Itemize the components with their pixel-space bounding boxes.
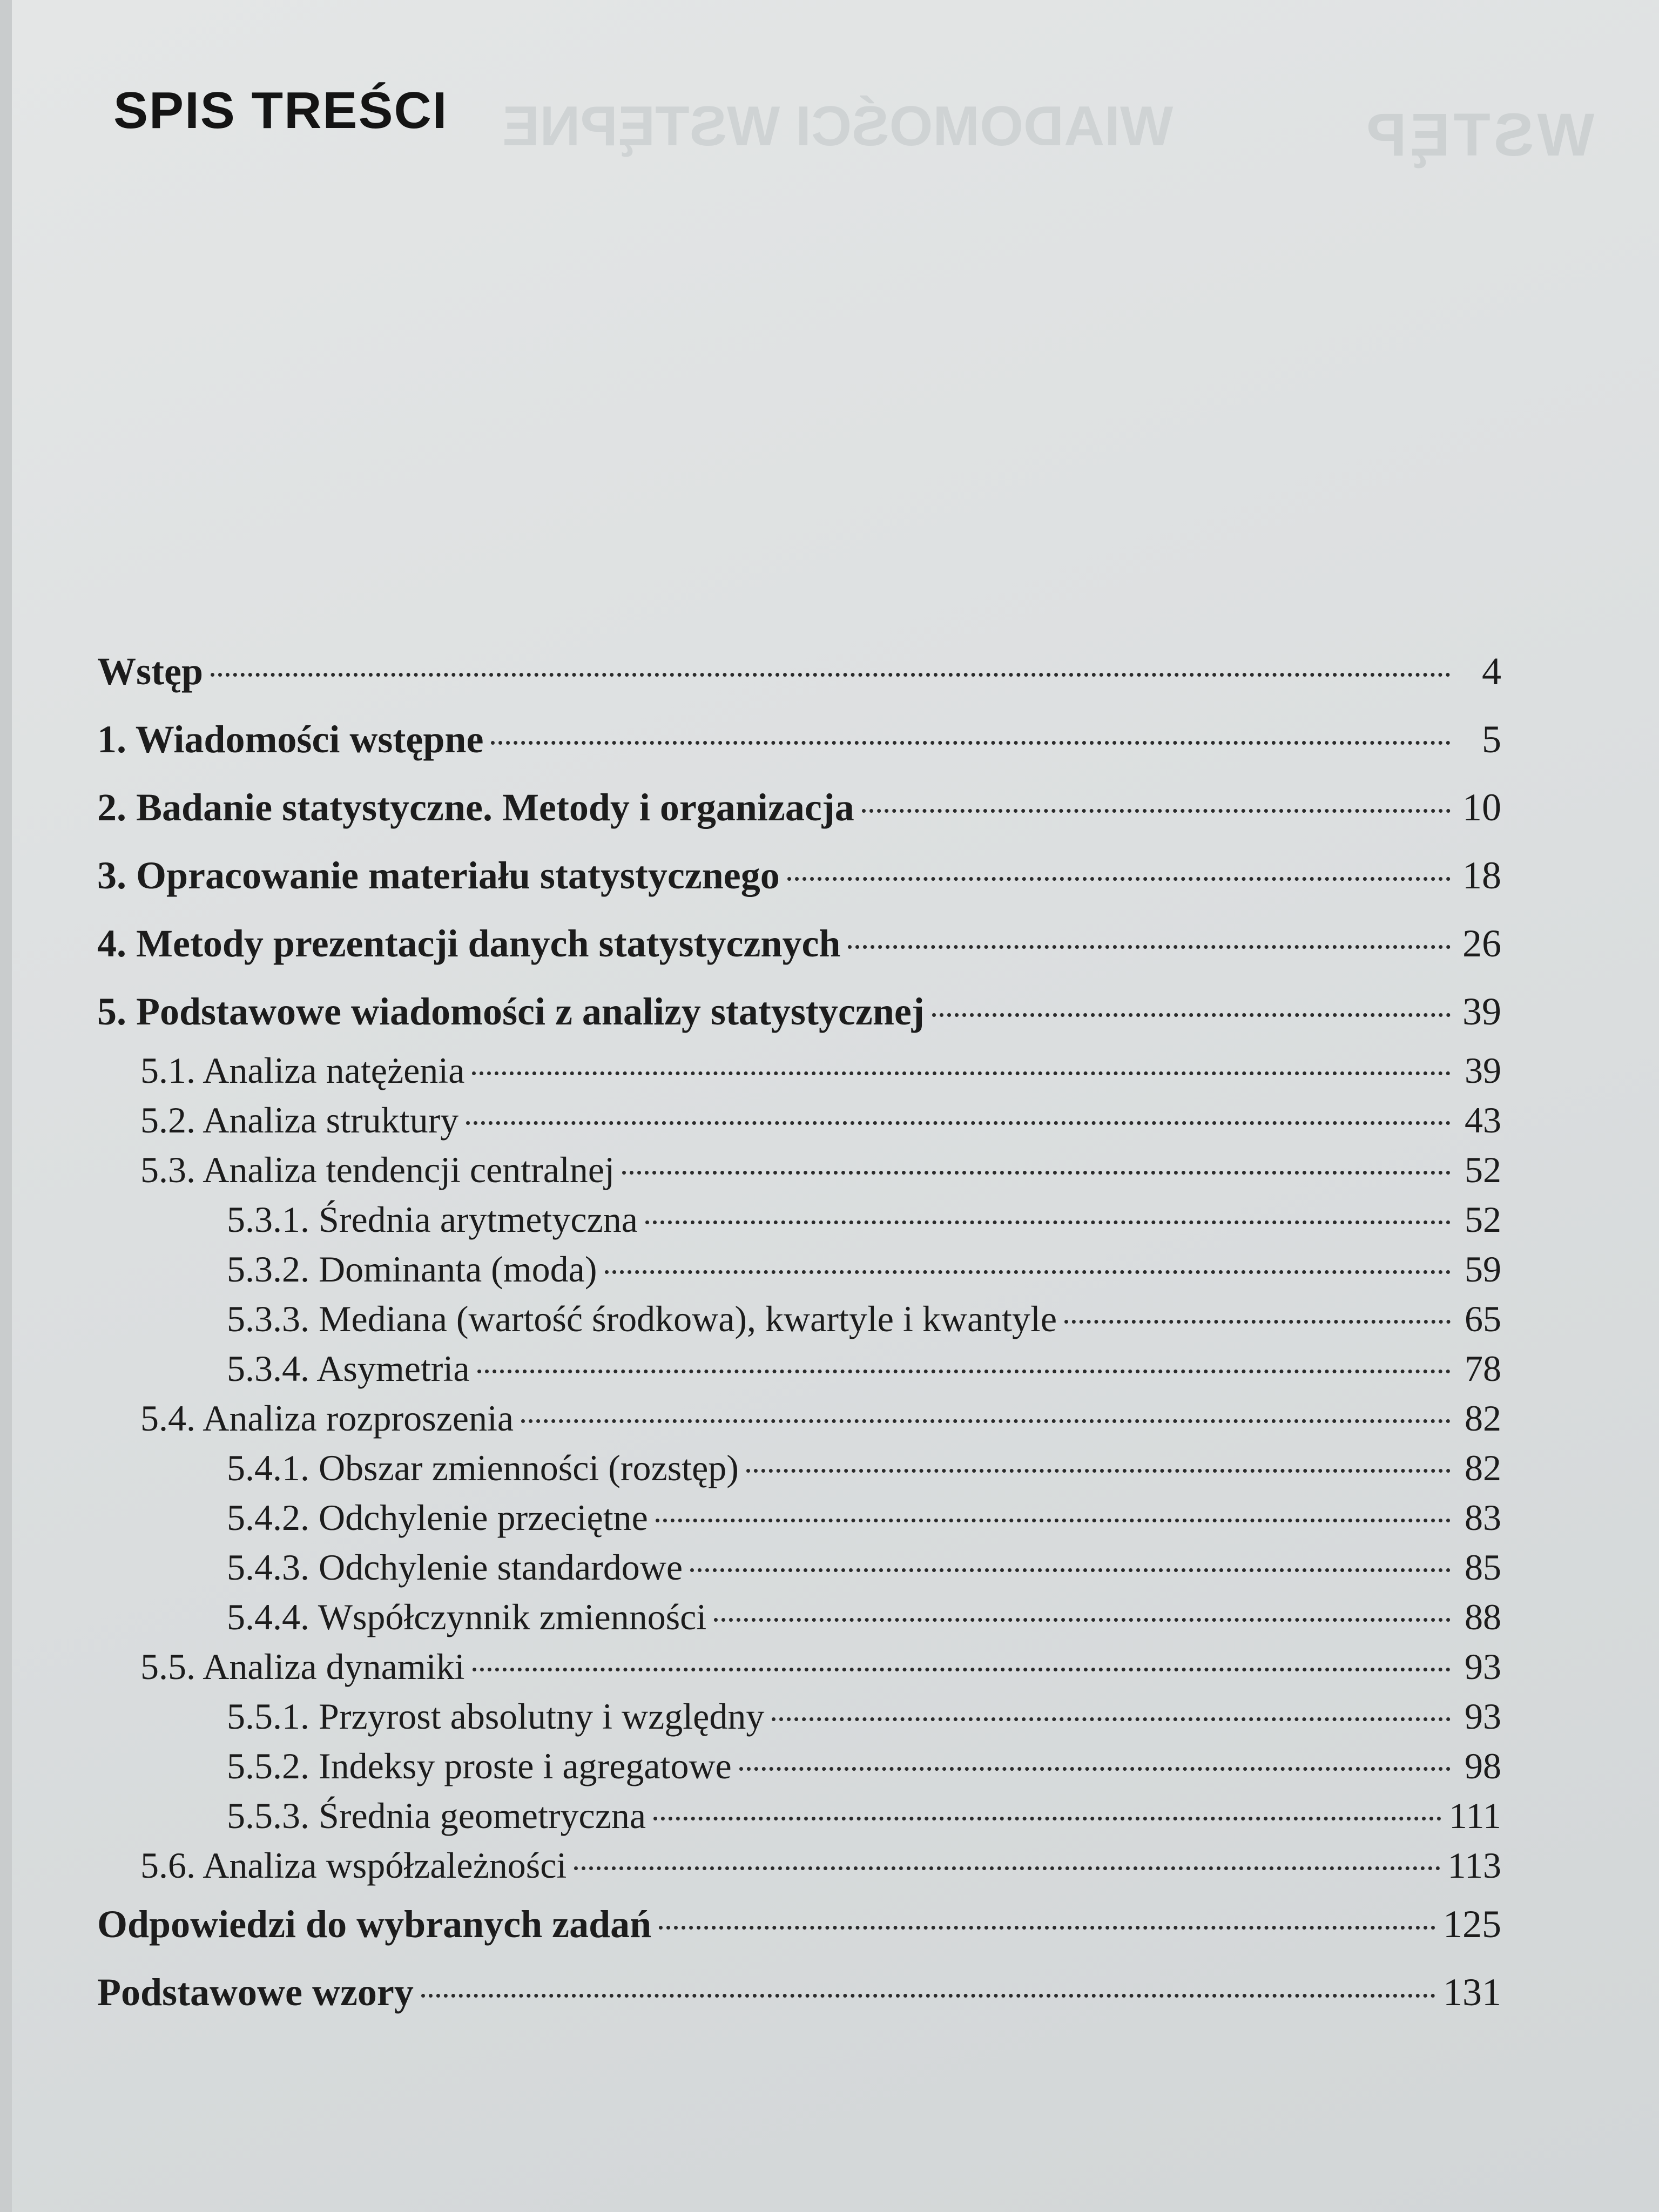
toc-entry-title: 5.4.2. Odchylenie przeciętne [227,1497,648,1538]
toc-entry-page-number: 52 [1465,1199,1501,1240]
toc-entry-title: 5.5.2. Indeksy proste i agregatowe [227,1745,732,1786]
toc-entry-title: 5.4.4. Współczynnik zmienności [227,1596,707,1637]
toc-entry [97,1046,1501,1095]
toc-entry-title: 5.1. Analiza natężenia [140,1050,465,1091]
toc-entry [97,1493,1501,1542]
dot-leader [472,1071,1451,1075]
toc-entry [97,977,1501,1046]
toc-entry [97,1294,1501,1344]
toc-entry [97,1195,1501,1244]
toc-entry-page-number: 82 [1465,1447,1501,1488]
toc-entry-page-number: 98 [1465,1745,1501,1786]
page-title: SPIS TREŚCI [113,82,448,139]
dot-leader [421,1994,1435,1998]
dot-leader [622,1171,1451,1175]
dot-leader [690,1568,1451,1572]
toc-entry-page-number: 125 [1443,1903,1501,1946]
toc-entry-title: 5.5.3. Średnia geometryczna [227,1795,646,1836]
toc-entry-title: 5.3.1. Średnia arytmetyczna [227,1199,638,1240]
toc-entry-title: 3. Opracowanie materiału statystycznego [97,854,780,897]
toc-entry [97,1741,1501,1791]
toc-entry-title: 5.6. Analiza współzależności [140,1845,567,1886]
dot-leader [772,1717,1451,1721]
toc-entry-title: Wstęp [97,650,203,693]
toc-entry [97,841,1501,909]
toc-entry-page-number: 59 [1465,1249,1501,1290]
dot-leader [211,673,1451,677]
toc-entry-page-number: 83 [1465,1497,1501,1538]
toc-entry-page-number: 88 [1465,1596,1501,1637]
toc-entry [97,1443,1501,1493]
toc-entry [97,1890,1501,1958]
toc-entry-page-number: 4 [1482,650,1501,693]
bleed-through-heading: WIADOMOŚCI WSTĘPNE [502,95,1174,158]
toc-entry-title: 2. Badanie statystyczne. Metody i organizacja [97,786,854,829]
toc-entry-page-number: 43 [1465,1100,1501,1141]
toc-entry [97,773,1501,841]
dot-leader [473,1668,1451,1671]
toc-entry-title: Odpowiedzi do wybranych zadań [97,1903,652,1946]
toc-entry-page-number: 26 [1462,922,1501,965]
toc-entry-title: 5. Podstawowe wiadomości z analizy statystycznej [97,990,925,1033]
toc-entry-title: Podstawowe wzory [97,1971,414,2014]
dot-leader [491,741,1451,745]
toc-entry-page-number: 82 [1465,1398,1501,1439]
toc-entry [97,1542,1501,1592]
dot-leader [521,1419,1451,1423]
dot-leader [466,1121,1451,1125]
toc-entry-page-number: 78 [1465,1348,1501,1389]
toc-entry [97,1592,1501,1642]
dot-leader [746,1469,1451,1473]
dot-leader [659,1926,1435,1930]
dot-leader [605,1270,1451,1274]
toc-entry-title: 5.5.1. Przyrost absolutny i względny [227,1696,765,1737]
toc-entry [97,1642,1501,1691]
toc-entry-page-number: 131 [1443,1971,1501,2014]
table-of-contents [97,637,1501,2026]
toc-entry-title: 5.3. Analiza tendencji centralnej [140,1149,615,1190]
toc-entry [97,1145,1501,1195]
dot-leader [477,1370,1451,1373]
toc-entry [97,909,1501,977]
dot-leader [653,1817,1441,1820]
toc-entry [97,1393,1501,1443]
dot-leader [574,1866,1440,1870]
toc-entry [97,705,1501,773]
toc-entry-page-number: 85 [1465,1547,1501,1588]
toc-entry-page-number: 39 [1462,990,1501,1033]
toc-entry-title: 1. Wiadomości wstępne [97,718,484,761]
toc-entry-page-number: 10 [1462,786,1501,829]
toc-entry-page-number: 93 [1465,1646,1501,1687]
dot-leader [932,1013,1451,1017]
toc-entry [97,1244,1501,1294]
toc-entry-title: 4. Metody prezentacji danych statystycznych [97,922,841,965]
toc-entry [97,1958,1501,2026]
toc-entry-title: 5.2. Analiza struktury [140,1100,459,1141]
toc-entry-page-number: 65 [1465,1298,1501,1339]
dot-leader [848,945,1451,949]
toc-entry-page-number: 52 [1465,1149,1501,1190]
toc-entry [97,637,1501,705]
toc-entry-title: 5.3.2. Dominanta (moda) [227,1249,597,1290]
toc-entry-title: 5.4.1. Obszar zmienności (rozstęp) [227,1447,739,1488]
dot-leader [739,1767,1451,1771]
toc-entry [97,1691,1501,1741]
dot-leader [787,877,1451,881]
dot-leader [862,809,1451,813]
toc-entry-page-number: 5 [1482,718,1501,761]
bleed-through-title: WSTĘP [1363,101,1594,168]
toc-entry-page-number: 39 [1465,1050,1501,1091]
toc-entry-page-number: 111 [1449,1795,1501,1836]
toc-entry [97,1344,1501,1393]
toc-entry-page-number: 18 [1462,854,1501,897]
dot-leader [714,1618,1451,1622]
dot-leader [656,1519,1451,1522]
toc-entry [97,1095,1501,1145]
toc-entry-title: 5.5. Analiza dynamiki [140,1646,465,1687]
dot-leader [1064,1320,1451,1324]
book-spine-shadow [0,0,12,2212]
toc-entry-title: 5.4.3. Odchylenie standardowe [227,1547,683,1588]
toc-entry-title: 5.3.4. Asymetria [227,1348,470,1389]
toc-entry-page-number: 93 [1465,1696,1501,1737]
dot-leader [645,1220,1451,1224]
toc-entry-title: 5.4. Analiza rozproszenia [140,1398,514,1439]
toc-entry [97,1791,1501,1840]
toc-entry-title: 5.3.3. Mediana (wartość środkowa), kwartyle i kwantyle [227,1298,1057,1339]
toc-entry [97,1840,1501,1890]
toc-entry-page-number: 113 [1447,1845,1501,1886]
